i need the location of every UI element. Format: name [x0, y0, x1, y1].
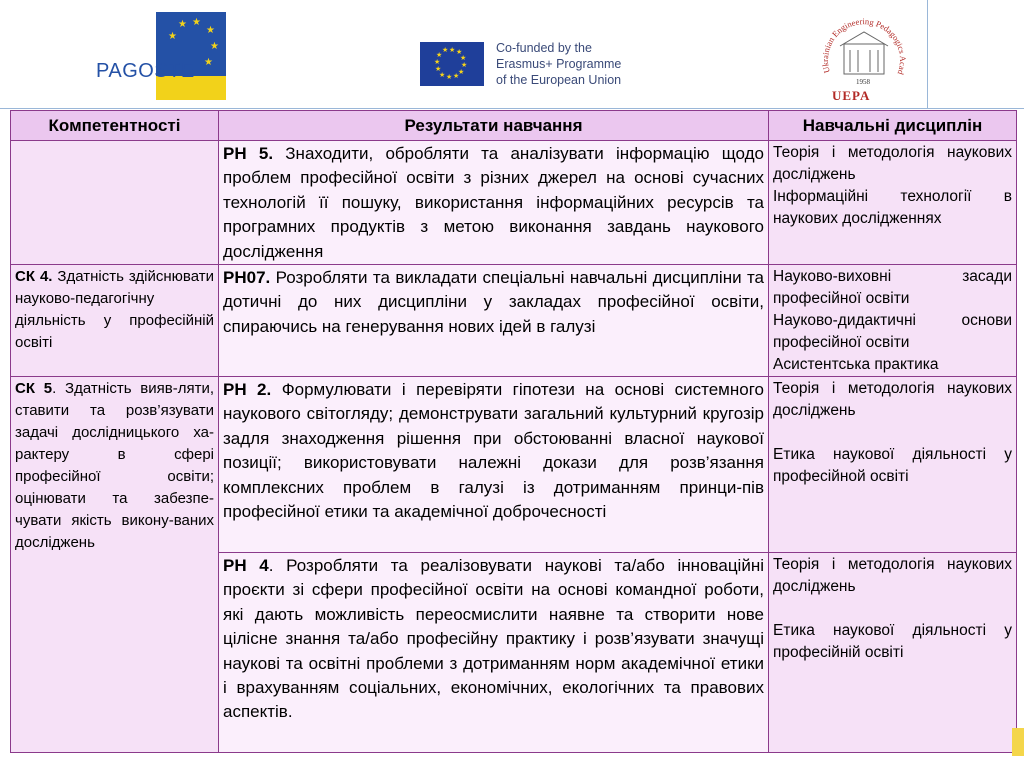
discipline-item: Теорія і методологія наукових досліджень [773, 380, 1012, 420]
result-text: . Розробляти та реалізовувати наукові та/або інноваційні проєкти зі сфери професійної освіти на основі командної роботи, які дають можливість переосмислити наявне та створити нове цілісне знання та/або професійну практику і розв’язувати значущі наукові та освітні проблеми з дотриманням норм академічної етики і врахуванням соціальних, економічних, екологічних та правових аспектів. [223, 556, 764, 722]
competence-cell-empty [11, 141, 219, 265]
erasmus-line: of the European Union [496, 73, 622, 87]
discipline-item: Теорія і методологія наукових досліджень [773, 556, 1012, 596]
svg-text:★: ★ [456, 48, 463, 56]
pagoste-logo [96, 12, 226, 100]
competence-cell [11, 377, 219, 753]
column-header-disciplines: Навчальні дисциплін [769, 111, 1017, 141]
star-icon: ★ [168, 31, 177, 42]
table-row [11, 377, 1017, 553]
result-code: РН07. [223, 268, 271, 288]
uepa-year: 1958 [856, 78, 870, 86]
result-text: Формулювати і перевіряти гіпотези на основі системного наукового світогляду; демонструвати загальний культурний кругозір задля знаходження рішення при обстоюванні власної наукової позиції; використовувати належні докази для розв’язання комплексних проблем в галузі із дотриманням принци-пів професійної етики та академічної доброчесності [223, 380, 764, 522]
erasmus-logo-text [496, 40, 621, 88]
discipline-item: Науково-виховні засади професійної освіти [773, 268, 1012, 308]
discipline-item: Теорія і методологія наукових досліджень [773, 144, 1012, 183]
learning-result-cell [219, 265, 769, 377]
result-text: Знаходити, обробляти та аналізувати інформацію щодо проблем професійної освіти з різних джерел на основі сучасних технологій її пошуку, використання інформаційних ресурсів та програмних продуктів з метою виконання завдань наукового дослідження [223, 144, 764, 261]
disciplines-cell [769, 553, 1017, 753]
discipline-item: Інформаційні технології в наукових дослідженнях [773, 188, 1012, 227]
result-text: Розробляти та викладати спеціальні навчальні дисципліни та дотичні до них дисципліни у закладах професійної освіти, спираючись на генерування нових ідей в галузі [223, 268, 764, 336]
svg-text:★: ★ [449, 46, 456, 54]
uepa-arc-text: Ukrainian Engineering Pedagogics Acad [819, 16, 909, 76]
svg-text:★: ★ [446, 73, 453, 81]
svg-text:★: ★ [461, 61, 468, 69]
result-code: РН 5. [223, 144, 274, 163]
erasmus-line: Co-funded by the [496, 41, 592, 55]
slide-header [0, 0, 1024, 108]
result-code: РН 2. [223, 380, 272, 400]
svg-text:★: ★ [460, 54, 467, 62]
learning-result-cell [219, 377, 769, 553]
spacer [773, 598, 1012, 620]
competence-cell [11, 265, 219, 377]
uepa-abbr: UEPA [832, 88, 871, 103]
star-icon: ★ [192, 17, 201, 28]
star-icon: ★ [210, 41, 219, 52]
spacer [773, 422, 1012, 444]
column-header-results: Результати навчання [219, 111, 769, 141]
learning-result-cell [219, 553, 769, 753]
svg-text:★: ★ [436, 51, 443, 59]
header-vertical-divider [927, 0, 928, 108]
learning-result-cell [219, 141, 769, 265]
svg-text:Ukrainian Engineering Pedagogi [818, 10, 908, 77]
result-code: РН 4 [223, 556, 269, 576]
competences-table [10, 110, 1017, 753]
svg-text:★: ★ [442, 46, 449, 54]
table-row [11, 265, 1017, 377]
corner-accent [1012, 728, 1024, 756]
svg-text:★: ★ [458, 68, 465, 76]
disciplines-cell [769, 141, 1017, 265]
table-header-row [11, 111, 1017, 141]
table-row [11, 141, 1017, 265]
disciplines-cell [769, 377, 1017, 553]
svg-text:★: ★ [439, 71, 446, 79]
erasmus-line: Erasmus+ Programme [496, 57, 622, 71]
disciplines-cell [769, 265, 1017, 377]
header-horizontal-divider [0, 108, 1024, 109]
discipline-item: Науково-дидактичні основи професійної освіти [773, 312, 1012, 352]
competence-text: Здатність здійснювати науково-педагогічну діяльність у професійній освіті [15, 268, 214, 352]
competence-text: . Здатність вияв-ляти, ставити та розв’язувати задачі дослідницького ха-рактеру в сфері професійної освіти; оцінювати та забезпе-чувати якість викону-ваних досліджень [15, 380, 214, 552]
star-icon: ★ [206, 25, 215, 36]
column-header-competences: Компетентності [11, 111, 219, 141]
star-icon: ★ [204, 57, 213, 68]
svg-text:★: ★ [453, 72, 460, 80]
svg-text:★: ★ [434, 58, 441, 66]
discipline-item: Етика наукової діяльності у професійній освіті [773, 622, 1012, 662]
discipline-item: Етика наукової діяльності у професійной освіті [773, 446, 1012, 486]
competence-code: СК 4. [15, 268, 53, 286]
competence-code: СК 5 [15, 380, 53, 398]
pagoste-logo-text: PAGOSTE [96, 60, 195, 82]
discipline-item: Асистентська практика [773, 356, 939, 374]
svg-text:★: ★ [435, 65, 442, 73]
eu-flag-icon [420, 42, 484, 86]
star-icon: ★ [178, 19, 187, 30]
